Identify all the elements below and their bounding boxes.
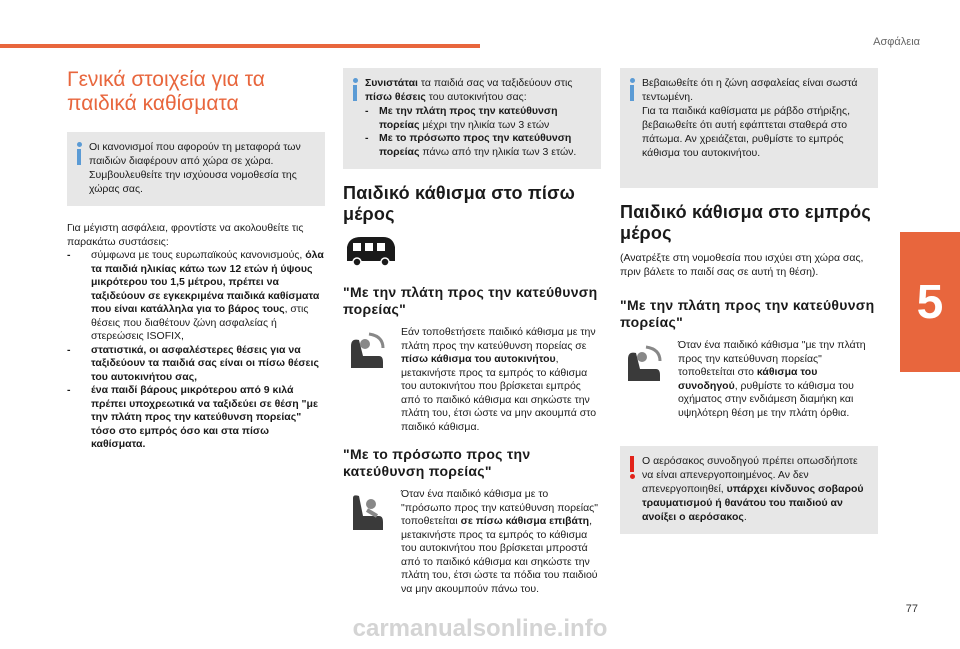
intro-text: Για μέγιστη ασφάλεια, φροντίστε να ακολουθείτε τις παρακάτω συστάσεις: bbox=[67, 222, 304, 248]
list-item: - Με την πλάτη προς την κατεύθυνση πορείας μέχρι την ηλικία των 3 ετών bbox=[365, 105, 591, 132]
chapter-tab: 5 bbox=[900, 232, 960, 372]
top-accent-bar bbox=[0, 44, 480, 48]
page-number: 77 bbox=[905, 603, 918, 615]
page-title: Γενικά στοιχεία για τα παιδικά καθίσματα bbox=[67, 68, 265, 115]
column-3 bbox=[620, 68, 878, 534]
column-1 bbox=[67, 68, 325, 452]
rear-seat-heading: Παιδικό κάθισμα στο πίσω μέρος bbox=[343, 183, 575, 224]
list-item: - Με το πρόσωπο προς την κατεύθυνση πορείας πάνω από την ηλικία των 3 ετών. bbox=[365, 132, 591, 159]
column-2 bbox=[343, 68, 601, 606]
rear-facing-seat-icon bbox=[343, 326, 393, 376]
rear-facing-heading: "Με την πλάτη προς την κατεύθυνση πορείας" bbox=[343, 284, 598, 317]
watermark: carmanualsonline.info bbox=[352, 615, 608, 642]
info-note bbox=[620, 68, 878, 188]
info-icon bbox=[628, 78, 636, 102]
forward-facing-heading: "Με το πρόσωπο προς την κατεύθυνση πορείας" bbox=[343, 446, 531, 479]
list-item: - στατιστικά, οι ασφαλέστερες θέσεις για να ταξιδεύουν τα παιδιά σας είναι οι πίσω θέσεις του αυτοκινήτου σας, bbox=[67, 344, 325, 385]
info-icon bbox=[351, 78, 359, 102]
warning-note: Ο αερόσακος συνοδηγού πρέπει οπωσδήποτε να είναι απενεργοποιημένος. Αν δεν απενεργοποιηθεί, υπάρχει κίνδυνος σοβαρού τραυματισμού ή θανάτου του παιδιού αν ανοίξει ο αερόσακος. bbox=[620, 446, 878, 534]
forward-facing-section: Όταν ένα παιδικό κάθισμα με το "πρόσωπο προς την κατεύθυνση πορείας" τοποθετείται σε πίσω κάθισμα επιβάτη, μετακινήστε προς τα εμπρός το κάθισμα του αυτοκινήτου που βρίσκεται μπροστά από το παιδικό κάθισμα και σηκώστε την πλάτη του, έτσι ώστε τα πόδια του παιδιού να μην ακουμπούν πάνω του. bbox=[343, 488, 601, 596]
front-seat-heading: Παιδικό κάθισμα στο εμπρός μέρος bbox=[620, 202, 871, 243]
list-item: - σύμφωνα με τους ευρωπαϊκούς κανονισμούς, όλα τα παιδιά ηλικίας κάτω των 12 ετών ή ύψους μικρότερου του 1,5 μέτρου, πρέπει να ταξιδεύουν σε εγκεκριμένα παιδικά καθίσματα που είναι κατάλληλα για το βάρος τους, στις θέσεις που διαθέτουν ζώνη ασφαλείας ή στερεώσεις ISOFIX, bbox=[67, 249, 325, 344]
front-rear-facing-section: Όταν ένα παιδικό κάθισμα "με την πλάτη προς την κατεύθυνση πορείας" τοποθετείται στο κάθισμα του συνοδηγού, ρυθμίστε το κάθισμα του οχήματος στην ενδιάμεση διαμήκη και υψηλότερη θέση με την πλάτη όρθια. bbox=[620, 339, 878, 420]
info-note-text: Βεβαιωθείτε ότι η ζώνη ασφαλείας είναι σωστά τεντωμένη. Για τα παιδικά καθίσματα με ράβδο στήριξης, βεβαιωθείτε ότι αυτή εφάπτεται σταθερά στο πάτωμα. Αν χρειάζεται, ρυθμίστε το εμπρός κάθισμα του αυτοκινήτου. bbox=[642, 77, 858, 159]
section-title: Ασφάλεια bbox=[873, 36, 920, 48]
rear-facing-section: Εάν τοποθετήσετε παιδικό κάθισμα με την πλάτη προς την κατεύθυνση πορείας σε πίσω κάθισμα του αυτοκινήτου, μετακινήστε προς τα εμπρός το κάθισμα του αυτοκινήτου που βρίσκεται εμπρός από το παιδικό κάθισμα και σηκώστε την πλάτη του, έτσι ώστε να μην ακουμπά στο παιδικό κάθισμα. bbox=[343, 326, 601, 434]
rear-facing-seat-icon bbox=[620, 339, 670, 389]
info-note: Συνιστάται τα παιδιά σας να ταξιδεύουν στις πίσω θέσεις του αυτοκινήτου σας: - Με την πλάτη προς την κατεύθυνση πορείας μέχρι την ηλικία των 3 ετών - Με το πρόσωπο προς την κατεύθυνση πορείας πάνω από την ηλικία των 3 ετών. bbox=[343, 68, 601, 169]
info-note-text: Οι κανονισμοί που αφορούν τη μεταφορά των παιδιών διαφέρουν από χώρα σε χώρα. Συμβουλευθείτε την ισχύουσα νομοθεσία της χώρας σας. bbox=[89, 141, 301, 195]
front-seat-intro: (Ανατρέξτε στη νομοθεσία που ισχύει στη χώρα σας, πριν βάλετε το παιδί σας σε αυτή τη θέση). bbox=[620, 252, 864, 278]
recommendation-list bbox=[67, 249, 325, 452]
warning-icon bbox=[628, 456, 636, 480]
info-icon bbox=[75, 142, 83, 166]
forward-facing-seat-icon bbox=[343, 488, 393, 538]
info-note bbox=[67, 132, 325, 206]
front-rear-facing-heading: "Με την πλάτη προς την κατεύθυνση πορείας" bbox=[620, 297, 875, 330]
list-item: - ένα παιδί βάρους μικρότερου από 9 κιλά πρέπει υποχρεωτικά να ταξιδεύει σε θέση "με την πλάτη προς την κατεύθυνση πορείας" τόσο στο εμπρός όσο και στα πίσω καθίσματα. bbox=[67, 384, 325, 452]
car-rear-seats-icon bbox=[343, 233, 601, 272]
